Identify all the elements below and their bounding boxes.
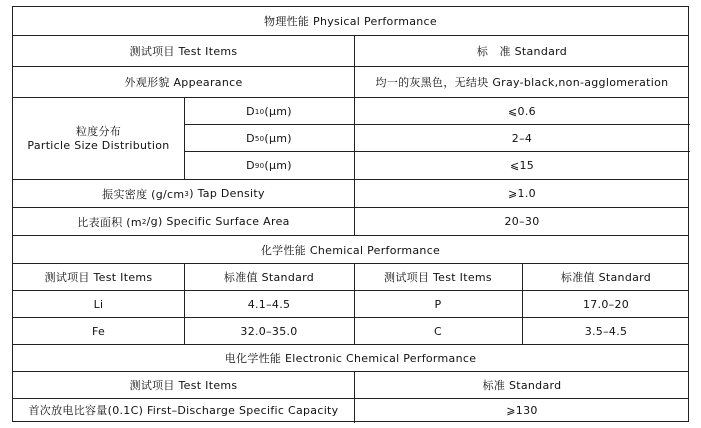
chemical-header-item-1: 测试项目 Test Items — [44, 271, 153, 284]
chemical-header-item-2: 测试项目 Test Items — [384, 271, 492, 284]
physical-header-standard: 标 准 Standard — [476, 45, 568, 58]
spec-table — [12, 6, 689, 422]
d90-value: ⩽15 — [509, 159, 535, 172]
d50-label: D 50 (μm) — [246, 132, 292, 145]
ssa-row — [13, 208, 688, 236]
electrochemical-vline — [354, 372, 355, 423]
psd-divider-2 — [184, 151, 690, 152]
psd-block — [13, 98, 688, 180]
electrochemical-section-row — [13, 345, 688, 372]
chemical-item-fe: Fe — [91, 324, 106, 338]
chemical-vline-1 — [184, 264, 185, 345]
ssa-value: 20–30 — [504, 215, 540, 228]
physical-section-title: 物理性能 Physical Performance — [264, 15, 437, 28]
chemical-row — [13, 291, 688, 318]
chemical-value-c: 3.5–4.5 — [584, 324, 628, 338]
capacity-label: 首次放电比容量(0.1C) First–Discharge Specific Capacity — [28, 404, 339, 417]
chemical-section-row — [13, 236, 688, 264]
chemical-item-p: P — [434, 297, 442, 311]
chemical-row — [13, 318, 688, 345]
physical-section-row — [13, 7, 688, 36]
d50-value: 2–4 — [511, 132, 533, 145]
electrochemical-header-item: 测试项目 Test Items — [129, 379, 238, 392]
psd-label-cn: 粒度分布 — [75, 124, 122, 138]
d10-label: D 10 (μm) — [246, 105, 292, 118]
chemical-item-li: Li — [93, 297, 104, 311]
psd-label — [13, 98, 184, 179]
chemical-vline-2 — [354, 264, 355, 345]
chemical-item-c: C — [434, 324, 442, 338]
appearance-row — [13, 67, 688, 98]
tap-density-label: 振实密度 (g/cm 3 ) Tap Density — [102, 187, 265, 201]
chemical-value-p: 17.0–20 — [582, 297, 630, 311]
tap-density-row — [13, 180, 688, 208]
chemical-header-std-2: 标准值 Standard — [560, 271, 652, 284]
psd-divider-1 — [184, 124, 690, 125]
physical-header-row — [13, 36, 688, 67]
physical-header-item: 测试项目 Test Items — [129, 45, 238, 58]
capacity-row — [13, 399, 688, 421]
tap-density-value: ⩾1.0 — [508, 187, 536, 200]
d90-label: D 90 (μm) — [246, 159, 292, 172]
psd-label-en: Particle Size Distribution — [27, 138, 170, 152]
chemical-header-std-1: 标准值 Standard — [223, 271, 315, 284]
psd-vline — [184, 98, 185, 180]
chemical-value-li: 4.1–4.5 — [247, 297, 291, 311]
ssa-label: 比表面积 (m 2 /g) Specific Surface Area — [77, 215, 290, 229]
capacity-value: ⩾130 — [506, 403, 538, 417]
physical-vline — [354, 36, 355, 236]
d10-value: ⩽0.6 — [508, 105, 536, 118]
electrochemical-header-row — [13, 372, 688, 399]
electrochemical-section-title: 电化学性能 Electronic Chemical Performance — [224, 352, 477, 365]
chemical-section-title: 化学性能 Chemical Performance — [260, 243, 441, 257]
appearance-label: 外观形貌 Appearance — [124, 76, 243, 89]
electrochemical-header-standard: 标准 Standard — [482, 379, 562, 392]
chemical-header-row — [13, 264, 688, 291]
appearance-value: 均一的灰黑色，无结块 Gray-black,non-agglomeration — [375, 76, 669, 89]
chemical-vline-3 — [522, 264, 523, 345]
chemical-value-fe: 32.0–35.0 — [240, 324, 298, 338]
